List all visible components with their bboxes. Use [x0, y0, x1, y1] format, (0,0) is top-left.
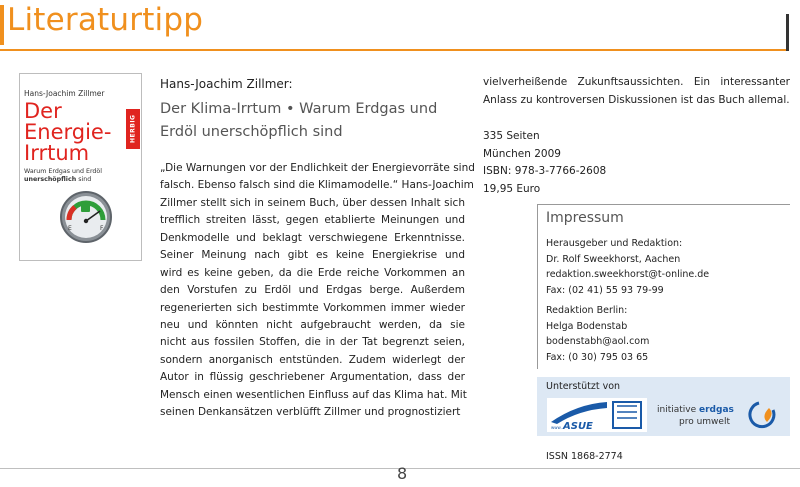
text-line: Anlass zu kontroversen Diskussionen ist das Buch allemal.: [483, 93, 790, 106]
article-author: Hans-Joachim Zillmer:: [160, 77, 293, 91]
text-line: neu und könnten nicht aufgebraucht werden, da sie: [160, 318, 465, 331]
text-line: trefflich streiten lässt, gegen etablierte Meinungen und: [160, 214, 465, 227]
cover-subtitle: Warum Erdgas und Erdöl: [24, 168, 103, 175]
publisher-fax: Fax: (02 41) 55 93 79-99: [546, 284, 664, 296]
berlin-email[interactable]: bodenstabh@aol.com: [546, 336, 650, 347]
page-number: 8: [397, 464, 408, 483]
text-line: Seiner Meinung nach gibt es keine Energiekrise und: [160, 249, 465, 262]
book-isbn: ISBN: 978-3-7766-2608: [483, 165, 607, 177]
cover-title-line: Irrtum: [24, 141, 90, 165]
erdgas-logo-prefix: initiative: [657, 405, 700, 415]
cover-subtitle: [24, 176, 91, 184]
text-line: sondern anorganisch entstünden. Zudem widerlegt der: [160, 353, 465, 366]
book-facts: [483, 128, 606, 198]
text-line: regenerierten sich bestimmte Vorkommen immer wieder: [160, 301, 465, 314]
article-body: [160, 160, 475, 422]
berlin-label: Redaktion Berlin:: [546, 305, 628, 316]
impressum-berlin: [546, 303, 649, 365]
text-line: vielverheißende Zukunftsaussichten. Ein interessanter: [483, 76, 790, 88]
text-line: Denkmodelle und beklagt verschwiegene Erkenntnisse.: [160, 231, 465, 244]
header-accent-bar: [0, 5, 4, 45]
asue-logo-small: www.: [551, 425, 562, 430]
article-continuation: [483, 74, 790, 109]
cover-subtitle-bold: unerschöpflich: [24, 176, 77, 183]
erdgas-logo-bold: erdgas: [699, 405, 734, 415]
text-line: „Die Warnungen vor der Endlichkeit der Energievorräte sind: [160, 162, 475, 174]
book-price: 19,95 Euro: [483, 182, 541, 195]
text-line: Mensch einen wesentlichen Einfluss auf das Klima hat. Mit: [160, 388, 467, 401]
book-title-line: Erdöl unerschöpflich sind: [160, 124, 343, 140]
gauge-full-mark: F: [100, 225, 104, 232]
erdgas-logo-line2: pro umwelt: [679, 417, 730, 427]
publisher-email[interactable]: redaktion.sweekhorst@t-online.de: [546, 269, 710, 280]
text-line: den Vorstufen zu Erdöl und Erdgas berge. Außerdem: [160, 284, 465, 297]
berlin-name: Helga Bodenstab: [546, 320, 628, 332]
text-line: Zillmer stellt sich in seinem Buch, über dessen Inhalt sich: [160, 196, 465, 209]
cover-title-line: Der: [24, 99, 62, 123]
asue-logo[interactable]: [547, 398, 647, 432]
sponsor-box: [537, 377, 790, 436]
book-pages: 335 Seiten: [483, 130, 540, 142]
publisher-label: Herausgeber und Redaktion:: [546, 238, 683, 249]
erdgas-logo[interactable]: [653, 398, 783, 432]
book-place-year: München 2009: [483, 147, 561, 160]
sponsor-label: Unterstützt von: [546, 381, 621, 392]
text-line: falsch. Ebenso falsch sind die Klimamodelle.“ Hans-Joachim: [160, 179, 474, 192]
gauge-empty-mark: E: [68, 225, 72, 232]
cover-author: Hans-Joachim Zillmer: [24, 89, 105, 98]
page-title: Literaturtipp: [7, 2, 204, 38]
impressum-publisher: [546, 236, 709, 298]
svg-text:initiative erdgas: [657, 405, 734, 415]
header-underline: [0, 49, 789, 51]
article-book-title: [160, 98, 460, 144]
text-line: nicht aus fossilen Stoffen, die in der Tat begrenzt seien,: [160, 336, 465, 349]
impressum-heading: Impressum: [546, 210, 624, 226]
header-right-edge: [786, 14, 789, 51]
cover-subtitle-rest: sind: [76, 176, 92, 183]
cover-title: [24, 101, 111, 164]
fuel-gauge-icon: [59, 190, 113, 244]
issn: ISSN 1868-2774: [546, 451, 623, 462]
book-title-line: Der Klima-Irrtum • Warum Erdgas und: [160, 101, 438, 117]
berlin-fax: Fax: (0 30) 795 03 65: [546, 351, 649, 363]
impressum-divider: [537, 204, 790, 205]
publisher-name: Dr. Rolf Sweekhorst, Aachen: [546, 253, 681, 265]
asue-logo-text: ASUE: [563, 421, 593, 432]
text-line: wird es keine geben, da die Erde reiche Vorkommen an: [160, 266, 465, 279]
text-line: seinen Denkansätzen verblüfft Zillmer und prognostiziert: [160, 406, 461, 419]
book-cover: [19, 73, 142, 261]
text-line: Autor in flüssig geschriebener Argumentation, dass der: [160, 371, 465, 384]
cover-title-line: Energie-: [24, 120, 112, 144]
cover-publisher-badge: HERBIG: [126, 109, 140, 149]
impressum-left-rule: [537, 204, 538, 369]
